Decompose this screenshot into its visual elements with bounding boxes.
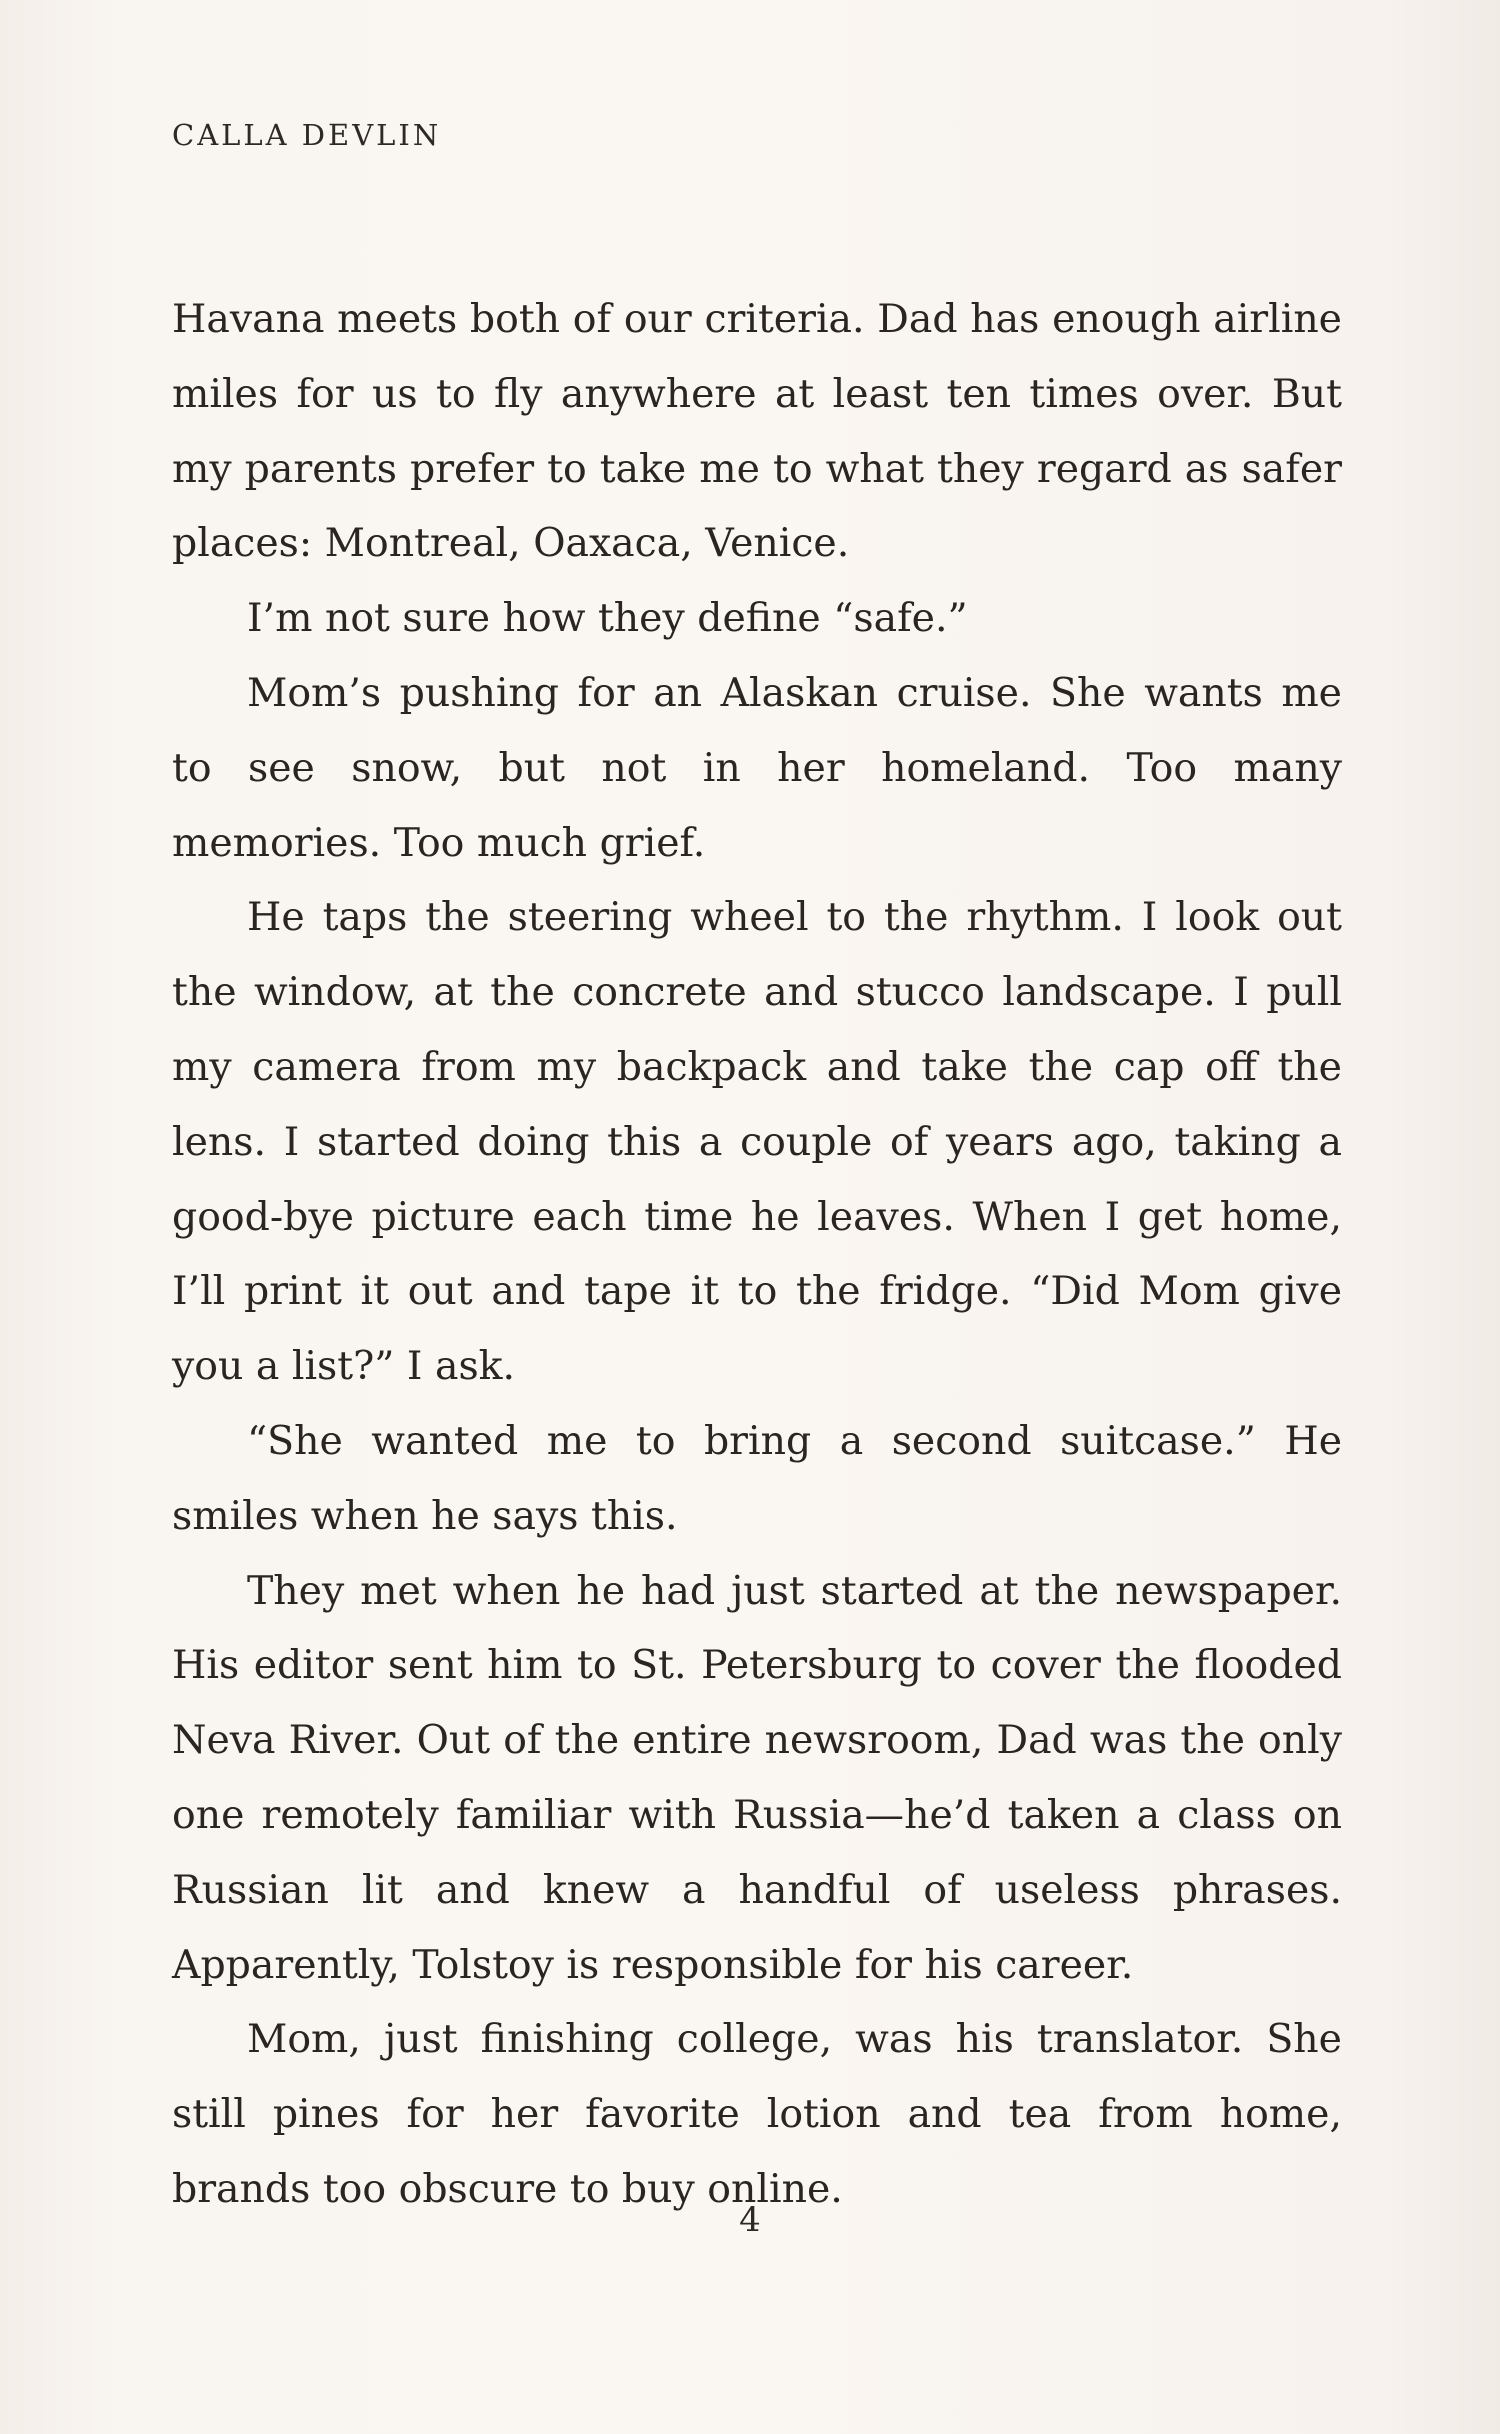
paragraph-1: Havana meets both of our criteria. Dad has enough airline miles for us to fly anywhere at least ten times over. But my parents prefer to take me to what they regard as safer places: Montreal, Oaxaca, Venice.: [172, 296, 1342, 567]
paragraph-6: They met when he had just started at the newspaper. His editor sent him to St. Petersburg to cover the flooded Neva River. Out of the entire newsroom, Dad was the only one remotely familiar with Russia—he’d taken a class on Russian lit and knew a handful of useless phrases. Apparently, Tolstoy is responsible for his career.: [172, 1567, 1342, 1988]
running-head-author: CALLA DEVLIN: [172, 118, 442, 152]
body-text: [172, 282, 1342, 2227]
page-number: 4: [739, 2200, 761, 2240]
paragraph-4: He taps the steering wheel to the rhythm. I look out the window, at the concrete and stucco landscape. I pull my camera from my backpack and take the cap off the lens. I started doing this a couple of years ago, taking a good-bye picture each time he leaves. When I get home, I’ll print it out and tape it to the fridge. “Did Mom give you a list?” I ask.: [172, 894, 1342, 1390]
paragraph-3: Mom’s pushing for an Alaskan cruise. She wants me to see snow, but not in her homeland. Too many memories. Too much grief.: [172, 669, 1342, 866]
paragraph-7: Mom, just finishing college, was his translator. She still pines for her favorite lotion and tea from home, brands too obscure to buy online.: [172, 2016, 1342, 2212]
paragraph-2: I’m not sure how they define “safe.”: [247, 595, 968, 642]
paragraph-5: “She wanted me to bring a second suitcase.” He smiles when he says this.: [172, 1417, 1342, 1539]
